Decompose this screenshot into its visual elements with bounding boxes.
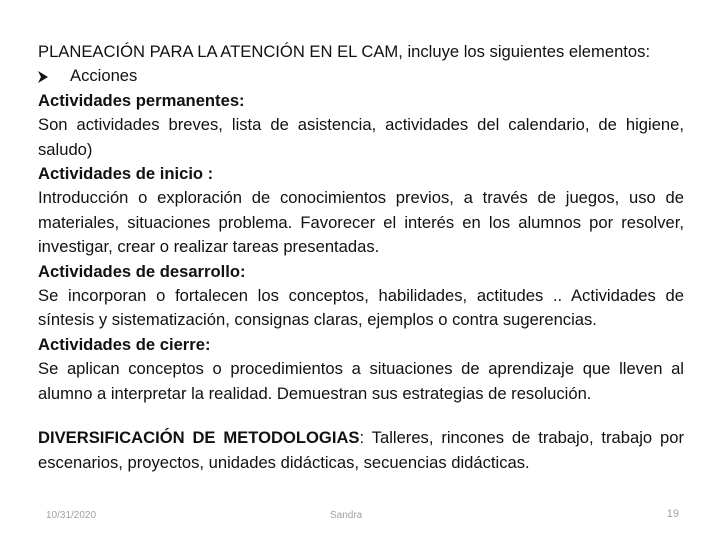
section-body-cierre: Se aplican conceptos o procedimientos a situaciones de aprendizaje que lleven al alumno a interpretar la realidad. Demuestran sus estrategias de resolución. <box>38 359 684 403</box>
section-body-desarrollo: Se incorporan o fortalecen los conceptos, habilidades, actitudes .. Actividades de síntesis y sistematización, consignas claras, ejemplos o contra sugerencias. <box>38 286 684 330</box>
bullet-item <box>38 64 684 88</box>
footer-date: 10/31/2020 <box>46 510 97 521</box>
section-heading-permanentes: Actividades permanentes: <box>38 90 245 110</box>
section-body-permanentes: Son actividades breves, lista de asistencia, actividades del calendario, de higiene, saludo) <box>38 115 684 159</box>
section-body-inicio: Introducción o exploración de conocimientos previos, a través de juegos, uso de materiales, situaciones problema. Favorecer el interés en los alumnos por resolver, investigar, crear o realizar tareas presentadas. <box>38 188 684 257</box>
section-heading-inicio: Actividades de inicio : <box>38 164 214 184</box>
arrow-bullet-icon <box>38 71 48 83</box>
footer-center-text: Sandra <box>330 510 363 521</box>
section-heading-cierre: Actividades de cierre: <box>38 334 211 354</box>
diversification-text: : Talleres, rincones de trabajo, trabajo por escenarios, proyectos, unidades didácticas, secuencias didácticas. <box>38 428 684 472</box>
slide-content <box>38 40 684 475</box>
title-line: PLANEACIÓN PARA LA ATENCIÓN EN EL CAM, incluye los siguientes elementos: <box>38 42 651 61</box>
bullet-text: Acciones <box>70 66 138 86</box>
section-heading-desarrollo: Actividades de desarrollo: <box>38 261 246 281</box>
diversification-label: DIVERSIFICACIÓN DE METODOLOGIAS <box>38 428 360 448</box>
page-number: 19 <box>666 508 679 520</box>
diversification-paragraph <box>38 426 684 475</box>
